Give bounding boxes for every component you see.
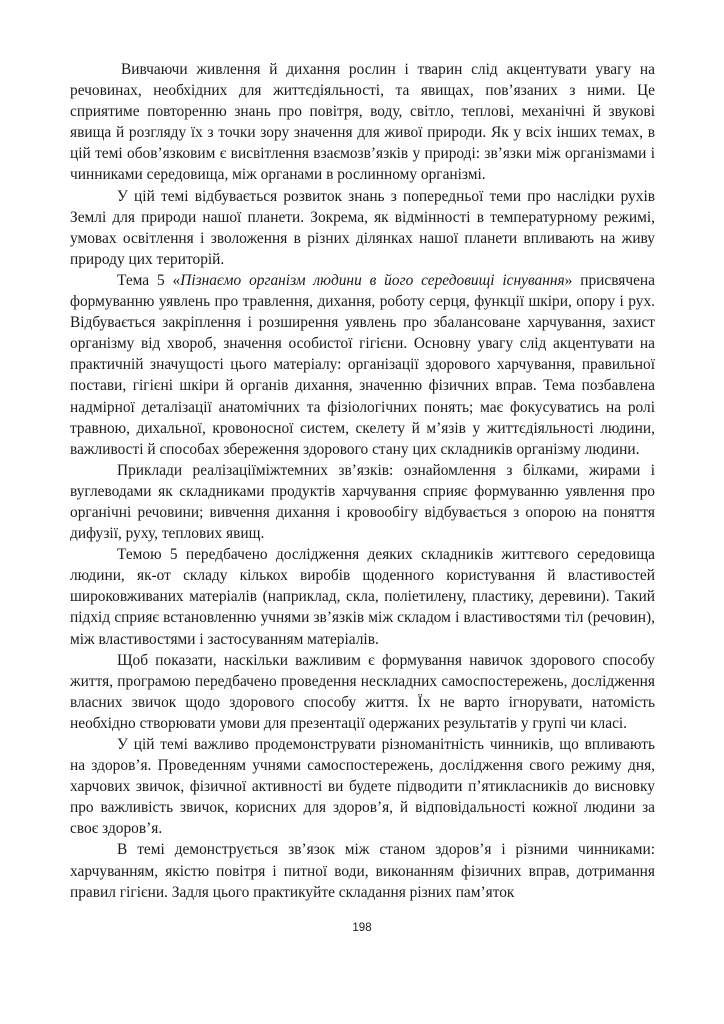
paragraph-health-factors: У цій темі важливо продемонструвати різноманітність чинників, що впливають на здоров’я. Проведенням учнями самоспостережень, дослідження свого режиму дня, харчових звичок, фізичної активності ви будете підводити п’ятикласників до висновку про важливість звичок, корисних для здоров’я, й відповідальності кожної людини за своє здоров’я. <box>70 736 655 838</box>
document-page <box>70 59 655 903</box>
paragraph-health-connection: В темі демонструється зв’язок між станом здоров’я і різними чинниками: харчуванням, якістю повітря і питної води, виконанням фізичних вправ, дотримання правил гігієни. Задля цього практикуйте складання різних пам’яток <box>70 841 655 901</box>
theme-5-title: Пізнаємо організм людини в його середовищі існування <box>180 271 565 289</box>
page-number: 198 <box>352 922 372 934</box>
paragraph-intertopic-links: Приклади реалізаціїміжтемних зв’язків: ознайомлення з білками, жирами і вуглеводами як складниками продуктів харчування сприяє формуванню уявлення про органічні речовини; вивчення дихання і кровообігу відбувається з опорою на поняття дифузії, руху, теплових явищ. <box>70 461 655 543</box>
paragraph-theme-5 <box>70 270 655 460</box>
paragraph-earth-motions: У цій темі відбувається розвиток знань з попередньої теми про наслідки рухів Землі для природи нашої планети. Зокрема, як відмінності в температурному режимі, умовах освітлення і зволоження в різних ділянках нашої планети впливають на живу природу цих територій. <box>70 187 655 268</box>
paragraph-healthy-lifestyle: Щоб показати, наскільки важливим є формування навичок здорового способу життя, програмою передбачено проведення нескладних самоспостережень, дослідження власних звичок щодо здорового способу життя. Їх не варто ігнорувати, натомість необхідно створювати умови для презентації одержаних результатів у групі чи класі. <box>70 651 655 732</box>
paragraph-life-environment: Темою 5 передбачено дослідження деяких складників життєвого середовища людини, як-от складу кількох виробів щоденного користування й властивостей широковживаних матеріалів (наприклад, скла, поліетилену, пластику, деревини). Такий підхід сприяє встановленню учнями зв’язків між складом і властивостями тіл (речовин), між властивостями і застосуванням матеріалів. <box>70 546 655 648</box>
paragraph-nutrition-respiration: Вивчаючи живлення й дихання рослин і тварин слід акцентувати увагу на речовинах, необхідних для життєдіяльності, та явищах, пов’язаних з ними. Це сприятиме повторенню знань про повітря, воду, світло, теплові, механічні й звукові явища й розгляду їх з точки зору значення для живої природи. Як у всіх інших темах, в цій темі обов’язковим є висвітлення взаємозв’язків у природі: зв’язки між організмами і чинниками середовища, між органами в рослинному організмі. <box>70 61 655 184</box>
theme-5-prefix: Тема 5 « <box>117 271 181 289</box>
theme-5-description: » присвячена формуванню уявлень про травлення, дихання, роботу серця, функції шкіри, опору і рух. Відбувається закріплення і розширення уявлень про збалансоване харчування, захист організму від хвороб, значення особистої гігієни. Основну увагу слід акцентувати на практичній значущості цього матеріалу: організації здорового харчування, правильної постави, гігієні шкіри й органів дихання, значенню фізичних вправ. Тема позбавлена надмірної деталізації анатомічних та фізіологічних понять; має фокусуватись на ролі травною, дихальної, кровоносної систем, скелету й м’язів у життєдіяльності людини, важливості й способах збереження здорового стану цих складників організму людини. <box>70 271 655 458</box>
